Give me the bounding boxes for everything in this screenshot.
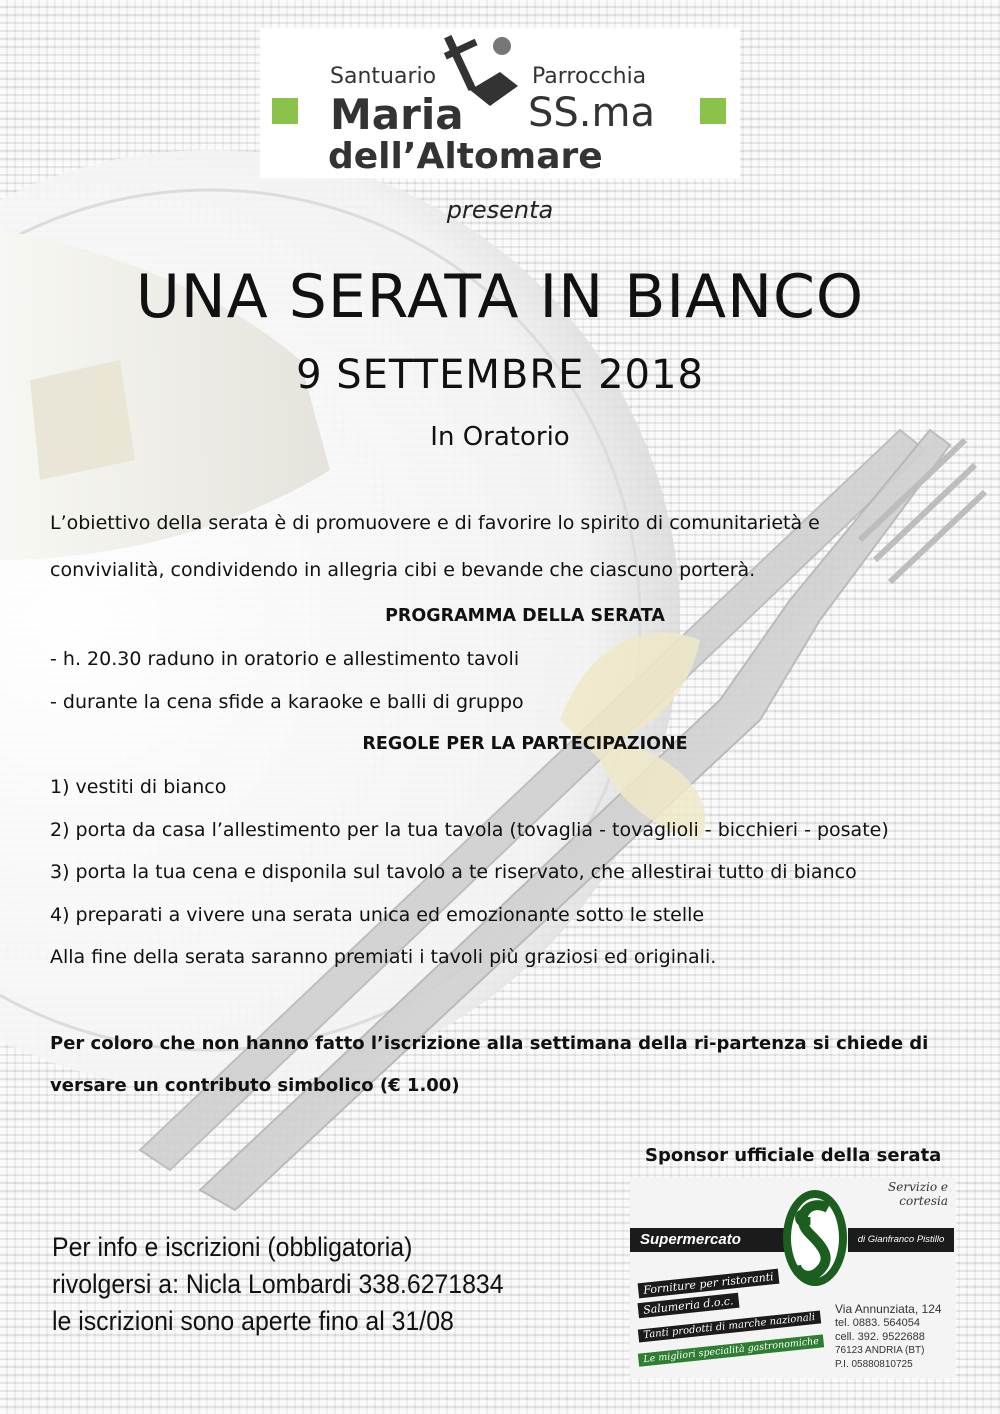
logo-santuario: Santuario: [330, 64, 437, 89]
svg-text:G: G: [794, 1207, 813, 1232]
info-line-3: le iscrizioni sono aperte fino al 31/08: [52, 1306, 454, 1336]
logo-ssma: SS.ma: [528, 90, 655, 136]
rules-heading: REGOLE PER LA PARTECIPAZIONE: [362, 734, 688, 754]
sponsor-address: cell. 392. 9522688: [835, 1331, 925, 1343]
info-line-1: Per info e iscrizioni (obbligatoria): [52, 1232, 413, 1262]
event-place: In Oratorio: [430, 422, 570, 452]
contribution-line-1: Per coloro che non hanno fatto l’iscrizione alla settimana della ri-partenza si chiede di: [50, 1033, 929, 1054]
sponsor-address: Via Annunziata, 124: [835, 1302, 942, 1316]
contribution-line-2: versare un contributo simbolico (€ 1.00): [50, 1075, 460, 1096]
sponsor-tag: Le migliori specialità gastronomiche: [638, 1334, 825, 1366]
logo-altomare: dell’Altomare: [328, 136, 603, 177]
rule-item: 3) porta la tua cena e disponila sul tavolo a te riservato, che allestirai tutto di bianco: [50, 861, 857, 883]
rules-closing: Alla fine della serata saranno premiati i tavoli più graziosi ed originali.: [50, 946, 717, 968]
sponsor-address: tel. 0883. 564054: [835, 1317, 921, 1329]
info-line-2: rivolgersi a: Nicla Lombardi 338.6271834: [52, 1269, 504, 1299]
intro-line-1: L’obiettivo della serata è di promuovere e di favorire lo spirito di comunitarietà e: [50, 512, 820, 534]
sponsor-slogan: Servizio e cortesia: [888, 1180, 948, 1208]
program-heading: PROGRAMMA DELLA SERATA: [385, 606, 665, 626]
sponsor-tag: Tanti prodotti di marche nazionali: [638, 1310, 821, 1342]
rule-item: 4) preparati a vivere una serata unica ed emozionante sotto le stelle: [50, 904, 705, 926]
logo-square-left: [272, 98, 298, 124]
presenta-label: presenta: [446, 196, 554, 224]
program-item: - durante la cena sfide a karaoke e balli di gruppo: [50, 691, 524, 713]
parish-logo: [260, 28, 740, 178]
logo-maria: Maria: [330, 90, 464, 139]
sponsor-address: 76123 ANDRIA (BT): [835, 1345, 925, 1356]
sponsor-name: Supermercato: [630, 1228, 800, 1252]
sponsor-heading: Sponsor ufficiale della serata: [645, 1145, 942, 1166]
intro-line-2: convivialità, condividendo in allegria cibi e bevande che ciascuno porterà.: [50, 559, 756, 581]
logo-square-right: [700, 98, 726, 124]
program-item: - h. 20.30 raduno in oratorio e allestimento tavoli: [50, 648, 520, 670]
sponsor-tag: Salumeria d.o.c.: [637, 1293, 739, 1318]
event-date: 9 SETTEMBRE 2018: [296, 352, 704, 398]
rule-item: 2) porta da casa l’allestimento per la tua tavola (tovaglia - tovaglioli - bicchieri - posate): [50, 819, 889, 841]
sponsor-ad: [630, 1178, 956, 1378]
sponsor-owner: di Gianfranco Pistillo: [848, 1228, 954, 1252]
logo-parrocchia: Parrocchia: [532, 64, 647, 89]
rule-item: 1) vestiti di bianco: [50, 776, 227, 798]
sponsor-address: P.I. 05880810725: [835, 1359, 913, 1370]
event-title: UNA SERATA IN BIANCO: [135, 262, 865, 332]
sponsor-tag: Forniture per ristoranti: [638, 1269, 780, 1299]
gs-logo-icon: [780, 1186, 850, 1290]
